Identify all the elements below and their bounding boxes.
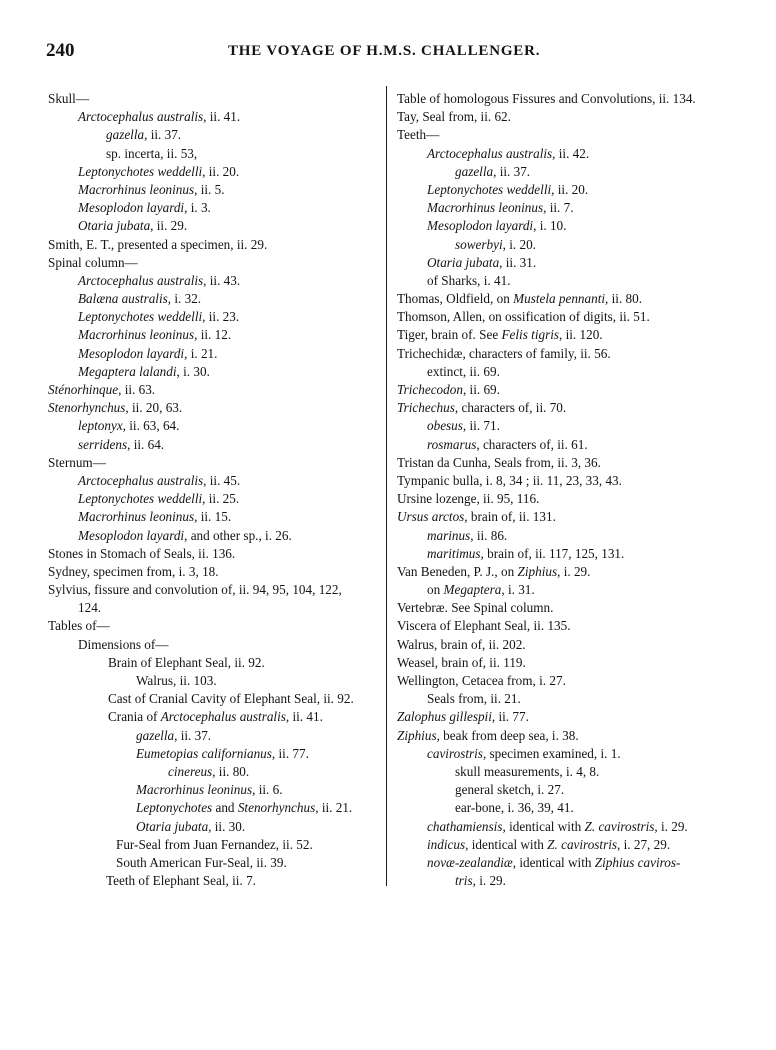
index-entry <box>48 745 380 763</box>
index-entry <box>397 308 737 326</box>
index-entry-text: Cast of Cranial Cavity of Elephant Seal, ii. 92. <box>108 691 354 707</box>
index-entry <box>397 854 737 872</box>
index-entry-italic-text: marinus <box>427 527 471 543</box>
index-entry <box>48 472 380 490</box>
index-entry <box>48 163 380 181</box>
index-entry <box>48 527 380 545</box>
index-entry <box>397 345 737 363</box>
index-entry-text: , ii. 63. <box>118 382 156 397</box>
index-entry-text: , ii. 12. <box>194 327 232 343</box>
index-entry-text: general sketch, i. 27. <box>455 782 565 798</box>
index-entry-italic-text: Arctocephalus australis <box>78 472 204 488</box>
index-column-right <box>397 90 737 890</box>
index-entry-italic-text: chathamiensis <box>427 818 503 834</box>
index-entry-text: sp. incerta, ii. 53, <box>106 145 198 161</box>
index-entry <box>48 636 380 654</box>
index-entry-text: South American Fur-Seal, ii. 39. <box>116 854 287 870</box>
index-entry-italic-text: Z. cavirostris <box>547 836 618 852</box>
index-entry <box>397 108 737 126</box>
index-entry-text: , ii. 21. <box>315 800 353 816</box>
index-entry-text: , ii. 30. <box>208 818 246 834</box>
index-entry <box>48 199 380 217</box>
index-entry-text: , i. 29. <box>557 563 591 579</box>
index-entry-text: , ii. 31. <box>499 254 537 270</box>
index-entry <box>397 727 737 745</box>
index-entry-text: , identical with <box>512 854 595 870</box>
index-entry <box>397 745 737 763</box>
index-entry-text: Tay, Seal from, ii. 62. <box>397 109 511 125</box>
index-entry-text: , ii. 37. <box>174 727 212 743</box>
index-entry <box>397 581 737 599</box>
index-entry-text: , ii. 45. <box>203 472 241 488</box>
index-entry <box>397 90 737 108</box>
index-entry-text: and <box>212 800 238 816</box>
index-entry-text: , ii. 80. <box>605 291 643 307</box>
index-entry <box>397 818 737 836</box>
index-entry-text: Thomson, Allen, on ossification of digits, ii. 51. <box>397 309 650 325</box>
index-entry <box>397 472 737 490</box>
index-entry <box>397 672 737 690</box>
index-entry <box>48 508 380 526</box>
index-entry-italic-text: Mesoplodon layardi <box>78 527 185 543</box>
index-entry-text: 124. <box>78 600 102 616</box>
index-entry <box>48 599 380 617</box>
index-entry <box>48 326 380 344</box>
index-entry-text: , brain of, ii. 117, 125, 131. <box>480 545 625 561</box>
index-entry <box>48 672 380 690</box>
index-entry <box>397 272 737 290</box>
index-entry-text: , ii. 63, 64. <box>122 418 180 434</box>
index-entry-italic-text: Stenorhynchus <box>48 400 126 416</box>
index-entry <box>48 381 380 399</box>
index-entry <box>48 290 380 308</box>
index-entry-text: , beak from deep sea, i. 38. <box>436 727 579 743</box>
index-entry-italic-text: Arctocephalus australis <box>78 272 204 288</box>
index-entry-text: , ii. 5. <box>194 181 225 197</box>
index-entry <box>48 181 380 199</box>
index-entry-text: , characters of, ii. 70. <box>454 400 567 416</box>
index-entry-italic-text: obesus <box>427 418 463 434</box>
index-entry <box>48 236 380 254</box>
index-entry-text: , i. 21. <box>184 345 218 361</box>
index-entry-italic-text: rosmarus <box>427 436 477 452</box>
index-entry <box>48 763 380 781</box>
index-entry-text: Fur-Seal from Juan Fernandez, ii. 52. <box>116 836 313 852</box>
index-entry <box>397 636 737 654</box>
index-entry-italic-text: Stenorhynchus <box>237 800 316 816</box>
index-entry-text: , i. 3. <box>184 200 211 216</box>
index-entry <box>397 708 737 726</box>
index-entry-italic-text: Macrorhinus leoninus <box>78 181 195 197</box>
index-entry-text: skull measurements, i. 4, 8. <box>455 763 600 779</box>
index-entry-text: Tympanic bulla, i. 8, 34 ; ii. 11, 23, 33, 43. <box>397 472 622 488</box>
index-entry-text: , ii. 71. <box>462 418 500 434</box>
index-entry <box>48 399 380 417</box>
index-entry-italic-text: tris <box>455 873 473 889</box>
index-entry-text: Viscera of Elephant Seal, ii. 135. <box>397 618 571 634</box>
index-entry <box>48 90 380 108</box>
index-entry-text: , ii. 43. <box>203 272 241 288</box>
index-entry <box>397 199 737 217</box>
index-entry-text: Crania of <box>108 709 161 725</box>
index-entry-text: Walrus, brain of, ii. 202. <box>397 636 526 652</box>
index-entry <box>48 436 380 454</box>
index-entry-text: , characters of, ii. 61. <box>476 436 588 452</box>
index-entry-text: Trichechidæ, characters of family, ii. 56. <box>397 345 611 361</box>
index-entry <box>397 363 737 381</box>
index-entry <box>48 563 380 581</box>
index-entry-italic-text: Otaria jubata <box>427 254 500 270</box>
index-entry-italic-text: indicus <box>427 836 466 852</box>
index-entry-text: Teeth of Elephant Seal, ii. 7. <box>106 873 256 889</box>
index-entry-text: Walrus, ii. 103. <box>136 673 217 688</box>
index-entry-italic-text: Leptonychotes weddelli <box>427 181 552 197</box>
index-entry-text: , ii. 15. <box>194 509 232 525</box>
index-entry <box>397 163 737 181</box>
index-entry <box>48 308 380 326</box>
index-entry-italic-text: Macrorhinus leoninus <box>427 200 544 216</box>
index-entry-text: , i. 10. <box>533 218 567 234</box>
index-entry <box>397 436 737 454</box>
index-entry-text: , ii. 20. <box>202 163 240 179</box>
index-entry <box>397 781 737 799</box>
index-entry <box>397 872 737 890</box>
index-entry-text: , i. 29. <box>472 873 506 889</box>
index-entry <box>397 454 737 472</box>
index-entry-italic-text: maritimus <box>427 545 481 561</box>
index-entry-text: Vertebræ. See Spinal column. <box>397 600 554 616</box>
index-column-left <box>48 90 380 890</box>
index-entry-italic-text: Macrorhinus leoninus <box>78 327 195 343</box>
index-entry <box>48 363 380 381</box>
index-entry-text: Sydney, specimen from, i. 3, 18. <box>48 563 219 579</box>
index-entry-italic-text: Mesoplodon layardi <box>78 345 185 361</box>
index-entry-text: Seals from, ii. 21. <box>427 691 521 707</box>
index-entry-italic-text: Sténorhinque <box>48 382 119 397</box>
index-entry-italic-text: Trichecodon <box>397 382 463 397</box>
index-entry-italic-text: Ursus arctos <box>397 509 465 525</box>
index-entry-italic-text: Leptonychotes weddelli <box>78 491 203 507</box>
index-entry-italic-text: Macrorhinus leoninus <box>78 509 195 525</box>
index-entry <box>397 217 737 235</box>
index-entry-text: Wellington, Cetacea from, i. 27. <box>397 673 566 688</box>
index-entry-italic-text: serridens <box>78 436 128 452</box>
index-entry-text: Van Beneden, P. J., on <box>397 563 518 579</box>
index-entry <box>48 126 380 144</box>
index-entry-text: of Sharks, i. 41. <box>427 272 511 288</box>
index-entry <box>48 490 380 508</box>
index-entry <box>48 872 380 890</box>
index-entry-text: , ii. 42. <box>552 145 590 161</box>
index-entry-italic-text: Balæna australis <box>78 291 168 307</box>
index-entry-italic-text: Arctocephalus australis <box>78 109 204 125</box>
index-entry-italic-text: gazella <box>136 727 175 743</box>
index-entry-text: , ii. 64. <box>127 436 165 452</box>
index-entry-text: Smith, E. T., presented a specimen, ii. 29. <box>48 236 268 252</box>
index-entry-text: , i. 32. <box>167 291 202 307</box>
index-entry-italic-text: Ziphius <box>397 727 437 743</box>
index-entry <box>397 290 737 308</box>
index-entry-text: on <box>427 582 444 598</box>
index-entry <box>48 654 380 672</box>
index-entry-text: , ii. 77. <box>271 745 309 761</box>
index-entry-text: Stones in Stomach of Seals, ii. 136. <box>48 545 236 561</box>
index-entry <box>48 617 380 635</box>
index-entry-text: , identical with <box>465 836 548 852</box>
index-entry-italic-text: Leptonychotes <box>136 800 213 816</box>
index-entry-italic-text: Ziphius caviros- <box>594 854 681 870</box>
index-entry-text: , identical with <box>502 818 585 834</box>
index-entry <box>397 690 737 708</box>
index-entry-text: , ii. 6. <box>252 782 283 798</box>
index-entry <box>397 381 737 399</box>
index-entry <box>48 836 380 854</box>
index-entry <box>397 508 737 526</box>
index-entry <box>48 108 380 126</box>
index-entry-text: , ii. 41. <box>203 109 241 125</box>
index-entry <box>48 818 380 836</box>
index-entry <box>397 326 737 344</box>
index-entry-italic-text: Megaptera <box>443 582 502 598</box>
index-entry-text: , specimen examined, i. 1. <box>482 745 621 761</box>
index-entry-italic-text: Otaria jubata <box>78 218 151 234</box>
index-entry-text: , ii. 80. <box>212 763 250 779</box>
index-entry-italic-text: Felis tigris <box>501 327 559 343</box>
index-entry <box>48 254 380 272</box>
index-entry <box>397 545 737 563</box>
index-entry-text: , ii. 77. <box>491 709 529 725</box>
index-entry-text: , and other sp., i. 26. <box>184 527 292 543</box>
index-entry-italic-text: Leptonychotes weddelli <box>78 163 203 179</box>
index-entry-italic-text: cavirostris <box>427 745 483 761</box>
index-entry <box>397 599 737 617</box>
index-entry-italic-text: novæ-zealandiæ <box>427 854 513 870</box>
page-header <box>0 40 776 70</box>
index-entry <box>397 799 737 817</box>
index-entry <box>48 799 380 817</box>
index-entry-text: , ii. 69. <box>462 382 500 397</box>
index-entry-italic-text: Z. cavirostris <box>584 818 655 834</box>
index-entry-italic-text: cinereus <box>168 763 213 779</box>
index-entry <box>397 417 737 435</box>
index-entry-text: ear-bone, i. 36, 39, 41. <box>455 800 574 816</box>
index-entry-text: , brain of, ii. 131. <box>464 509 556 525</box>
index-entry <box>397 763 737 781</box>
index-entry-text: Thomas, Oldfield, on <box>397 291 514 307</box>
index-entry <box>397 490 737 508</box>
index-entry-text: Brain of Elephant Seal, ii. 92. <box>108 654 265 670</box>
index-entry-italic-text: sowerbyi <box>455 236 503 252</box>
index-entry <box>48 345 380 363</box>
index-entry-text: Dimensions of— <box>78 636 169 652</box>
index-entry-italic-text: Eumetopias californianus <box>136 745 272 761</box>
index-entry-text: , ii. 37. <box>493 163 531 179</box>
index-entry <box>48 708 380 726</box>
index-entry-text: , ii. 37. <box>144 127 182 143</box>
index-entry <box>397 617 737 635</box>
index-entry-text: Tables of— <box>48 618 110 634</box>
index-entry-text: , ii. 20, 63. <box>125 400 183 416</box>
index-entry-text: Ursine lozenge, ii. 95, 116. <box>397 491 540 507</box>
index-entry-italic-text: Trichechus <box>397 400 455 416</box>
index-entry-italic-text: Macrorhinus leoninus <box>136 782 253 798</box>
column-divider <box>386 86 387 886</box>
index-entry <box>397 654 737 672</box>
index-entry-text: Teeth— <box>397 127 440 143</box>
index-entry-text: extinct, ii. 69. <box>427 363 500 379</box>
index-entry-italic-text: Arctocephalus australis <box>160 709 286 725</box>
index-entry-italic-text: gazella <box>106 127 145 143</box>
index-entry-italic-text: Megaptera lalandi <box>78 363 177 379</box>
index-entry-text: , i. 29. <box>654 818 688 834</box>
index-entry-text: , i. 30. <box>176 363 210 379</box>
index-entry-text: , i. 27, 29. <box>617 836 671 852</box>
index-entry-text: , i. 20. <box>502 236 536 252</box>
index-entry-text: , i. 31. <box>501 582 535 598</box>
index-entry-text: , ii. 7. <box>543 200 574 216</box>
index-entry-text: , ii. 120. <box>559 327 603 343</box>
index-entry <box>48 854 380 872</box>
index-entry-text: , ii. 29. <box>150 218 188 234</box>
index-entry-text: , ii. 20. <box>551 181 589 197</box>
index-entry <box>48 417 380 435</box>
index-entry <box>48 690 380 708</box>
index-entry <box>397 527 737 545</box>
index-entry-text: Tristan da Cunha, Seals from, ii. 3, 36. <box>397 454 601 470</box>
index-entry-text: , ii. 86. <box>470 527 508 543</box>
index-entry <box>397 181 737 199</box>
index-entry <box>397 236 737 254</box>
index-entry <box>397 126 737 144</box>
index-entry <box>48 727 380 745</box>
index-entry-text: Tiger, brain of. See <box>397 327 502 343</box>
index-entry-italic-text: Zalophus gillespii <box>397 709 492 725</box>
index-entry-text: , ii. 41. <box>285 709 323 725</box>
index-entry <box>48 217 380 235</box>
index-entry <box>48 581 380 599</box>
index-entry-italic-text: Mustela pennanti <box>513 291 606 307</box>
index-entry <box>48 454 380 472</box>
index-entry-text: Table of homologous Fissures and Convolutions, ii. 134. <box>397 91 696 106</box>
index-entry <box>397 563 737 581</box>
index-entry-text: Weasel, brain of, ii. 119. <box>397 654 526 670</box>
index-entry-text: Spinal column— <box>48 254 138 270</box>
index-entry-italic-text: Otaria jubata <box>136 818 209 834</box>
index-entry-text: Sternum— <box>48 454 106 470</box>
index-entry <box>48 145 380 163</box>
index-entry-italic-text: gazella <box>455 163 494 179</box>
index-entry-italic-text: Mesoplodon layardi <box>427 218 534 234</box>
index-entry-text: , ii. 23. <box>202 309 240 325</box>
index-entry <box>48 781 380 799</box>
index-entry-italic-text: Mesoplodon layardi <box>78 200 185 216</box>
index-entry-italic-text: Leptonychotes weddelli <box>78 309 203 325</box>
index-entry-italic-text: leptonyx <box>78 418 123 434</box>
index-entry-text: Skull— <box>48 91 90 106</box>
index-entry <box>397 254 737 272</box>
index-entry <box>397 399 737 417</box>
index-entry <box>397 836 737 854</box>
running-head: THE VOYAGE OF H.M.S. CHALLENGER. <box>228 43 541 59</box>
index-entry <box>48 545 380 563</box>
index-entry <box>48 272 380 290</box>
index-entry-italic-text: Arctocephalus australis <box>427 145 553 161</box>
index-entry-italic-text: Ziphius <box>517 563 558 579</box>
index-entry <box>397 145 737 163</box>
page-number: 240 <box>46 40 75 61</box>
index-entry-text: Sylvius, fissure and convolution of, ii. 94, 95, 104, 122, <box>48 582 342 598</box>
index-entry-text: , ii. 25. <box>202 491 240 507</box>
